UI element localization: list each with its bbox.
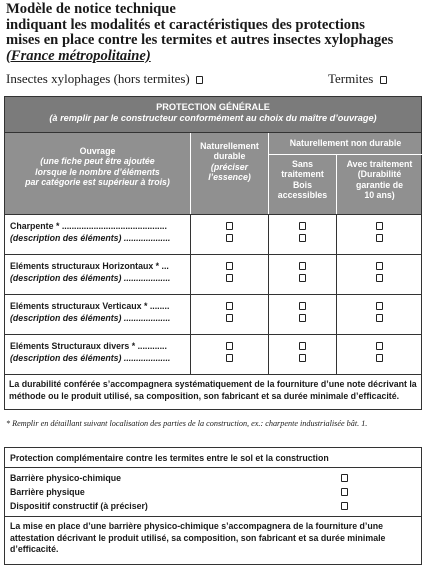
header-nat-line-1: Naturellement (200, 141, 259, 151)
barriere-note: La mise en place d’une barrière physico-chimique s’accompagnera de la fourniture d’une attestation décrivant le produit utilisé, sa composition, son fabricant et sa durée minimale d’efficacité. (10, 521, 386, 554)
row-label-cell (5, 255, 190, 294)
checkbox[interactable] (376, 222, 383, 230)
cell-avec-traitement (336, 295, 422, 334)
dispositif-constructif-checkbox[interactable] (341, 502, 348, 510)
cell-naturel (190, 215, 268, 254)
barriere-physique-checkbox[interactable] (341, 488, 348, 496)
cell-avec-traitement (336, 215, 422, 254)
header-avec-line-4: 10 ans) (364, 189, 395, 200)
checkbox[interactable] (226, 274, 233, 282)
header-ouvrage-label: Ouvrage (79, 146, 116, 156)
checkbox[interactable] (376, 314, 383, 322)
protection-complementaire-options (5, 468, 421, 517)
cell-avec-traitement (336, 255, 422, 294)
checkbox[interactable] (376, 354, 383, 362)
checkbox[interactable] (376, 302, 383, 310)
cell-sans-traitement (268, 215, 336, 254)
xylophages-option (6, 71, 203, 87)
table-row-divers (5, 335, 421, 375)
termites-label: Termites (328, 71, 374, 86)
checkbox[interactable] (299, 262, 306, 270)
row-label: Charpente * ........................................... (10, 221, 167, 231)
title-line-2: indiquant les modalités et caractéristiques des protections (6, 16, 365, 33)
barriere-physico-chimique-checkbox[interactable] (341, 474, 348, 482)
protection-generale-title: PROTECTION GÉNÉRALE (156, 102, 270, 112)
header-avec-traitement (336, 155, 422, 214)
termites-option (328, 71, 387, 87)
row-description: (description des éléments) ................... (10, 312, 171, 323)
header-nat-note-1: (préciser (210, 161, 249, 172)
title-line-3: mises en place contre les termites et autres insectes xylophages (6, 32, 394, 49)
row-description: (description des éléments) ................... (10, 352, 171, 363)
row-label: Eléments structuraux Verticaux * ........ (10, 301, 170, 311)
checkbox[interactable] (376, 342, 383, 350)
row-label-cell (5, 295, 190, 334)
protection-complementaire-table (4, 447, 422, 565)
checkbox[interactable] (299, 234, 306, 242)
option-dispositif-constructif: Dispositif constructif (à préciser) (10, 501, 148, 511)
checkbox[interactable] (226, 262, 233, 270)
checkbox[interactable] (376, 274, 383, 282)
column-headers (5, 133, 421, 215)
checkbox[interactable] (226, 302, 233, 310)
header-naturellement-non-durable: Naturellement non durable (268, 133, 422, 155)
document-title (6, 2, 420, 64)
checkbox[interactable] (226, 342, 233, 350)
checkbox[interactable] (376, 262, 383, 270)
cell-sans-traitement (268, 295, 336, 334)
header-nat-note-2: l’essence) (208, 171, 251, 182)
header-avec-line-2: (Durabilité (357, 169, 402, 180)
checkbox[interactable] (226, 314, 233, 322)
header-avec-line-3: garantie de (356, 179, 403, 190)
checkbox[interactable] (226, 222, 233, 230)
checkbox[interactable] (376, 234, 383, 242)
checkbox[interactable] (299, 222, 306, 230)
header-ouvrage-note-3: par catégorie est supérieur à trois) (25, 176, 170, 187)
checkbox[interactable] (299, 314, 306, 322)
header-ouvrage (5, 133, 190, 214)
cell-sans-traitement (268, 335, 336, 374)
cell-naturel (190, 335, 268, 374)
durability-note: La durabilité conférée s’accompagnera systématiquement de la fourniture d’une note décrivant la méthode ou le produit utilisé, sa composition, son fabricant et sa durée minimale d’efficacité. (9, 379, 417, 401)
cell-naturel (190, 295, 268, 334)
checkbox[interactable] (299, 274, 306, 282)
protection-complementaire-title: Protection complémentaire contre les termites entre le sol et la construction (5, 448, 421, 468)
xylophages-label: Insectes xylophages (hors termites) (6, 71, 190, 86)
protection-generale-subtitle: (à remplir par le constructeur conformément au choix du maître d’ouvrage) (49, 113, 377, 123)
header-sans-line-4: accessibles (277, 189, 328, 200)
header-sans-line-1: Sans (291, 159, 314, 169)
title-subtitle: (France métropolitaine) (6, 47, 151, 64)
row-description: (description des éléments) ................... (10, 272, 171, 283)
footnote: * Remplir en détaillant suivant localisation des parties de la construction, ex.: charpente industrialisée bât. 1. (6, 419, 368, 428)
header-naturellement-durable (190, 133, 268, 214)
header-avec-line-1: Avec traitement (346, 159, 413, 169)
checkbox[interactable] (299, 342, 306, 350)
row-label: Eléments Structuraux divers * ............ (10, 341, 167, 351)
row-label-cell (5, 335, 190, 374)
xylophages-checkbox[interactable] (196, 76, 203, 84)
protection-generale-table (4, 96, 422, 410)
option-barriere-physico-chimique: Barrière physico-chimique (10, 473, 121, 483)
cell-sans-traitement (268, 255, 336, 294)
checkbox[interactable] (226, 354, 233, 362)
header-sans-traitement (268, 155, 336, 214)
row-label-cell (5, 215, 190, 254)
header-sans-line-3: Bois (292, 179, 313, 190)
header-ouvrage-note-1: (une fiche peut être ajoutée (40, 156, 155, 167)
header-nat-line-2: durable (213, 151, 246, 162)
option-barriere-physique: Barrière physique (10, 487, 85, 497)
table-row-charpente (5, 215, 421, 255)
row-description: (description des éléments) ................... (10, 232, 171, 243)
cell-naturel (190, 255, 268, 294)
header-sans-line-2: traitement (281, 169, 324, 180)
checkbox[interactable] (299, 354, 306, 362)
checkbox[interactable] (299, 302, 306, 310)
row-label: Eléments structuraux Horizontaux * ... (10, 261, 169, 271)
table-row-horizontaux (5, 255, 421, 295)
header-ouvrage-note-2: lorsque le nombre d’éléments (35, 166, 160, 177)
checkbox[interactable] (226, 234, 233, 242)
title-line-1: Modèle de notice technique (6, 1, 176, 17)
termites-checkbox[interactable] (380, 76, 387, 84)
table-row-verticaux (5, 295, 421, 335)
protection-generale-header (5, 97, 421, 133)
cell-avec-traitement (336, 335, 422, 374)
